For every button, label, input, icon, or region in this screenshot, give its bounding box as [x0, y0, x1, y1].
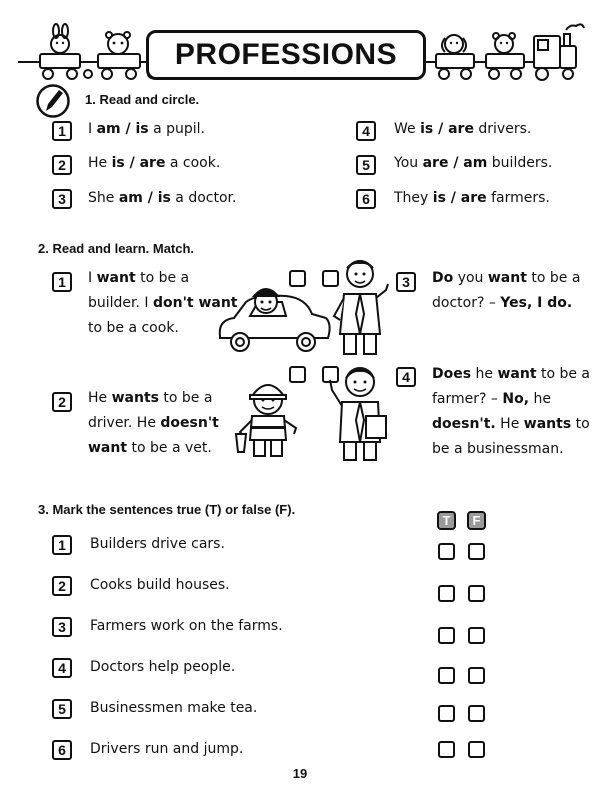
s1-number-box: 4	[356, 121, 376, 141]
section3-heading: 3. Mark the sentences true (T) or false (F).	[38, 502, 296, 517]
s3-number-box: 2	[52, 576, 72, 596]
true-checkbox[interactable]	[438, 543, 455, 560]
true-column-header: T	[437, 511, 456, 530]
false-checkbox[interactable]	[468, 705, 485, 722]
s2-text-1: I want to be a builder. I don't want to be a cook.	[88, 270, 238, 336]
s2-number-box: 4	[396, 367, 416, 387]
s2-text-3: Do you want to be a doctor? – Yes, I do.	[432, 270, 581, 311]
true-checkbox[interactable]	[438, 705, 455, 722]
false-checkbox[interactable]	[468, 543, 485, 560]
true-checkbox[interactable]	[438, 585, 455, 602]
s3-statement: Drivers run and jump.	[90, 741, 244, 757]
true-checkbox[interactable]	[438, 627, 455, 644]
train-right-illustration	[426, 22, 586, 84]
s1-sentence: They is / are farmers.	[394, 190, 550, 206]
s1-sentence: You are / am builders.	[394, 155, 553, 171]
s3-statement: Businessmen make tea.	[90, 700, 258, 716]
title-banner	[146, 30, 426, 80]
false-checkbox[interactable]	[468, 627, 485, 644]
s1-choice[interactable]: are / am	[422, 155, 488, 171]
s1-sentence: I am / is a pupil.	[88, 121, 205, 137]
s1-sentence: He is / are a cook.	[88, 155, 221, 171]
s3-number-box: 1	[52, 535, 72, 555]
s3-statement: Doctors help people.	[90, 659, 236, 675]
true-checkbox[interactable]	[438, 667, 455, 684]
false-checkbox[interactable]	[468, 585, 485, 602]
s3-number-box: 3	[52, 617, 72, 637]
s2-number-box: 2	[52, 392, 72, 412]
section1-heading: 1. Read and circle.	[85, 92, 200, 107]
s2-number-box: 3	[396, 272, 416, 292]
page-title: PROFESSIONS	[174, 38, 398, 71]
businessman-illustration	[326, 360, 392, 466]
s1-choice[interactable]: is / are	[432, 190, 487, 206]
false-column-header: F	[467, 511, 486, 530]
s2-number-box: 1	[52, 272, 72, 292]
true-checkbox[interactable]	[438, 741, 455, 758]
s2-text-4: Does he want to be a farmer? – No, he doesn't. He wants to be a businessman.	[432, 366, 590, 457]
s2-text-2: He wants to be a driver. He doesn't want to be a vet.	[88, 390, 219, 456]
train-left-illustration	[18, 22, 166, 84]
doctor-illustration	[330, 254, 392, 360]
s1-sentence: We is / are drivers.	[394, 121, 532, 137]
s3-statement: Builders drive cars.	[90, 536, 225, 552]
s3-number-box: 5	[52, 699, 72, 719]
s1-choice[interactable]: is / are	[420, 121, 474, 137]
builder-illustration	[232, 376, 306, 462]
s3-number-box: 4	[52, 658, 72, 678]
s1-number-box: 5	[356, 155, 376, 175]
driver-car-illustration	[216, 284, 334, 360]
s1-number-box: 1	[52, 121, 72, 141]
s1-choice[interactable]: am / is	[96, 121, 149, 137]
s1-number-box: 3	[52, 189, 72, 209]
s1-sentence: She am / is a doctor.	[88, 190, 237, 206]
false-checkbox[interactable]	[468, 741, 485, 758]
pencil-icon	[35, 83, 71, 119]
s3-statement: Cooks build houses.	[90, 577, 230, 593]
s1-number-box: 2	[52, 155, 72, 175]
s3-statement: Farmers work on the farms.	[90, 618, 283, 634]
section2-heading: 2. Read and learn. Match.	[38, 241, 195, 256]
s1-number-box: 6	[356, 189, 376, 209]
s1-choice[interactable]: am / is	[118, 190, 171, 206]
page-number: 19	[292, 766, 308, 781]
false-checkbox[interactable]	[468, 667, 485, 684]
s1-choice[interactable]: is / are	[111, 155, 166, 171]
s3-number-box: 6	[52, 740, 72, 760]
